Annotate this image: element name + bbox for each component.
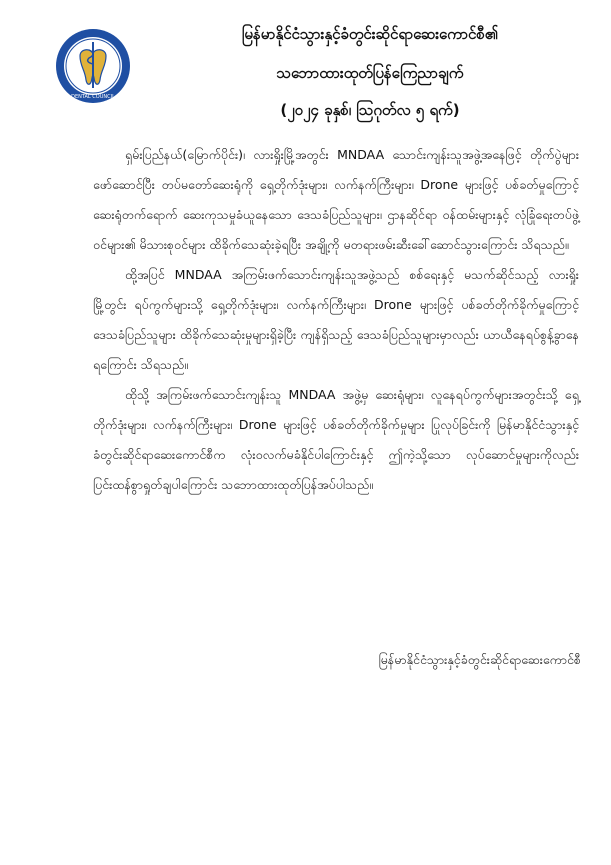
dental-council-logo [55,28,131,104]
header-date: (၂၀၂၄ ခုနှစ်၊ ဩဂုတ်လ ၅ ရက်) [280,101,460,119]
paragraph-2: ထို့အပြင် MNDAA အကြမ်းဖက်သောင်းကျန်းသူအဖွဲ့သည် စစ်ရေးနှင့် မသက်ဆိုင်သည့် လားရှိုးမြို့တွင်း ရပ်ကွက်များသို့ ရှေ့တိုက်ဒုံးများ၊ လက်နက်ကြီးများ၊ Drone များဖြင့် ပစ်ခတ်တိုက်ခိုက်မှုကြောင့် ဒေသခံပြည်သူများ ထိခိုက်သေဆုံးမှုများရှိခဲ့ပြီး ကျန်ရှိသည့် ဒေသခံပြည်သူများမှာလည်း ယာယီနေရပ်စွန့်ခွာနေရကြောင်း သိရသည်။ [93,267,579,372]
header-organization: မြန်မာနိုင်ငံသွားနှင့်ခံတွင်းဆိုင်ရာဆေးကောင်စီ၏ [241,25,499,43]
statement-body [93,140,579,500]
logo-lettering: DENTAL COUNCIL [71,94,115,100]
paragraph-1: ရှမ်းပြည်နယ်(မြောက်ပိုင်း)၊ လားရှိုးမြို့အတွင်း MNDAA သောင်းကျန်းသူအဖွဲ့အနေဖြင့် တိုက်ပွဲများဖော်ဆောင်ပြီး တပ်မတော်ဆေးရုံကို ရှေ့တိုက်ဒုံးများ၊ လက်နက်ကြီးများ၊ Drone များဖြင့် ပစ်ခတ်မှုကြောင့် ဆေးရုံတက်ရောက် ဆေးကုသမှုခံယူနေသော ဒေသခံပြည်သူများ၊ ဌာနဆိုင်ရာ ဝန်ထမ်းများနှင့် လုံခြုံရေးတပ်ဖွဲ့ဝင်များ၏ မိသားစုဝင်များ ထိခိုက်သေဆုံးခဲ့ရပြီး အချို့ကို မတရားဖမ်းဆီးခေါ်ဆောင်သွားကြောင်း သိရသည်။ [93,147,579,252]
header-document-type: သဘောထားထုတ်ပြန်ကြေညာချက် [276,64,464,82]
paragraph-3: ထိုသို့ အကြမ်းဖက်သောင်းကျန်းသူ MNDAA အဖွဲ့မှ ဆေးရုံများ၊ လူနေရပ်ကွက်များအတွင်းသို့ ရှေ့တိုက်ဒုံးများ၊ လက်နက်ကြီးများ၊ Drone များဖြင့် ပစ်ခတ်တိုက်ခိုက်မှုများ ပြုလုပ်ခြင်းကို မြန်မာနိုင်ငံသွားနှင့်ခံတွင်းဆိုင်ရာဆေးကောင်စီက လုံးဝလက်မခံနိုင်ပါကြောင်းနှင့် ဤကဲ့သို့သော လုပ်ဆောင်မှုများကိုလည်း ပြင်းထန်စွာရှုတ်ချပါကြောင်း သဘောထားထုတ်ပြန်အပ်ပါသည်။ [93,387,579,492]
signature-line: မြန်မာနိုင်ငံသွားနှင့်ခံတွင်းဆိုင်ရာဆေးကောင်စီ [378,652,581,667]
